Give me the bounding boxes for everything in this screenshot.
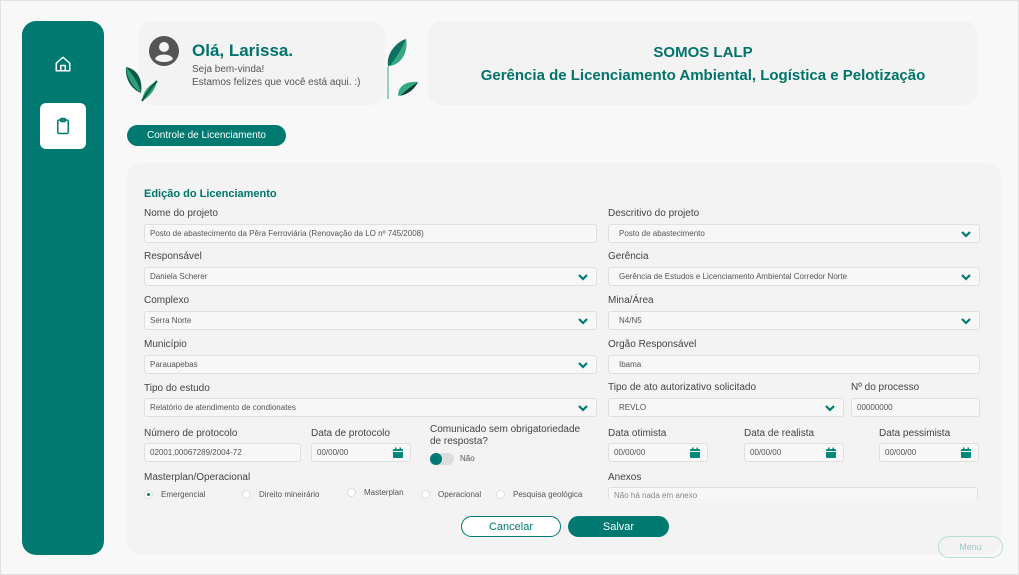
radio-circle bbox=[347, 488, 356, 497]
mina-label: Mina/Área bbox=[608, 295, 654, 306]
tipo-ato-value: REVLO bbox=[619, 403, 647, 412]
nome-projeto-label: Nome do projeto bbox=[144, 208, 218, 219]
calendar-icon[interactable] bbox=[689, 447, 701, 459]
radio-circle bbox=[144, 490, 153, 499]
welcome-line-1: Seja bem-vinda! bbox=[192, 64, 265, 75]
tipo-ato-select[interactable] bbox=[608, 398, 844, 417]
data-realista-input[interactable] bbox=[744, 443, 844, 462]
tipo-estudo-select[interactable] bbox=[144, 398, 597, 417]
data-realista-value: 00/00/00 bbox=[750, 448, 782, 457]
chevron-down-icon bbox=[959, 272, 973, 282]
chevron-down-icon bbox=[959, 229, 973, 239]
protocolo-value: 02001.00067289/2004-72 bbox=[150, 448, 242, 457]
orgao-label: Orgão Responsável bbox=[608, 339, 697, 350]
radio-label: Direito mineirário bbox=[259, 490, 320, 499]
processo-input[interactable] bbox=[851, 398, 980, 417]
radio-pesquisa-geologica[interactable] bbox=[496, 490, 582, 499]
data-otimista-value: 00/00/00 bbox=[614, 448, 646, 457]
processo-label: Nº do processo bbox=[851, 382, 920, 393]
gerencia-label: Gerência bbox=[608, 251, 649, 262]
comunicado-label-line-2: de resposta? bbox=[430, 436, 488, 447]
descritivo-label: Descritivo do projeto bbox=[608, 208, 700, 219]
radio-label: Pesquisa geológica bbox=[513, 490, 583, 499]
responsavel-select[interactable] bbox=[144, 267, 597, 286]
page-title: SOMOS LALP bbox=[653, 44, 753, 61]
welcome-line-2: Estamos felizes que você está aqui. :) bbox=[192, 77, 361, 88]
mina-value: N4/N5 bbox=[619, 316, 642, 325]
data-realista-label: Data de realista bbox=[744, 428, 815, 439]
gerencia-select[interactable] bbox=[608, 267, 980, 286]
data-protocolo-input[interactable] bbox=[311, 443, 411, 462]
radio-circle bbox=[496, 490, 505, 499]
data-protocolo-label: Data de protocolo bbox=[311, 428, 390, 439]
processo-value: 00000000 bbox=[857, 403, 893, 412]
radio-label: Masterplan bbox=[364, 488, 404, 497]
complexo-select[interactable] bbox=[144, 311, 597, 330]
masterplan-label: Masterplan/Operacional bbox=[144, 472, 251, 483]
greeting: Olá, Larissa. bbox=[192, 41, 294, 60]
orgao-input[interactable] bbox=[608, 355, 980, 374]
municipio-select[interactable] bbox=[144, 355, 597, 374]
radio-emergencial[interactable] bbox=[144, 490, 205, 499]
comunicado-label-line-1: Comunicado sem obrigatoriedade bbox=[430, 424, 581, 435]
descritivo-select[interactable] bbox=[608, 224, 980, 243]
radio-circle bbox=[242, 490, 251, 499]
comunicado-toggle-text: Não bbox=[460, 454, 475, 463]
municipio-label: Município bbox=[144, 339, 187, 350]
gerencia-value: Gerência de Estudos e Licenciamento Ambiental Corredor Norte bbox=[619, 272, 848, 281]
protocolo-label: Número de protocolo bbox=[144, 428, 238, 439]
radio-operacional[interactable] bbox=[421, 490, 481, 499]
home-icon bbox=[54, 55, 72, 73]
comunicado-label bbox=[430, 424, 580, 448]
complexo-value: Serra Norte bbox=[150, 316, 192, 325]
nome-projeto-input[interactable] bbox=[144, 224, 597, 243]
radio-label: Emergencial bbox=[161, 490, 206, 499]
calendar-icon[interactable] bbox=[825, 447, 837, 459]
calendar-icon[interactable] bbox=[392, 447, 404, 459]
header-card bbox=[428, 21, 978, 105]
chevron-down-icon bbox=[576, 360, 590, 370]
nome-projeto-value: Posto de abastecimento da Pêra Ferroviária (Renovação da LO nº 745/2008) bbox=[150, 229, 424, 238]
data-pessimista-input[interactable] bbox=[879, 443, 979, 462]
toggle-knob bbox=[430, 453, 442, 465]
data-pessimista-value: 00/00/00 bbox=[885, 448, 917, 457]
chevron-down-icon bbox=[576, 403, 590, 413]
tipo-estudo-value: Relatório de atendimento de condionates bbox=[150, 403, 296, 412]
radio-masterplan[interactable] bbox=[347, 488, 404, 497]
save-button[interactable]: Salvar bbox=[568, 516, 669, 537]
data-otimista-label: Data otimista bbox=[608, 428, 667, 439]
chevron-down-icon bbox=[823, 403, 837, 413]
user-avatar-icon bbox=[149, 36, 179, 66]
chevron-down-icon bbox=[576, 316, 590, 326]
tab-controle-licenciamento[interactable]: Controle de Licenciamento bbox=[127, 125, 286, 146]
page-subtitle: Gerência de Licenciamento Ambiental, Logística e Pelotização bbox=[480, 67, 926, 84]
radio-direito-mineirario[interactable] bbox=[242, 490, 319, 499]
anexos-field[interactable]: Não há nada em anexo bbox=[608, 487, 978, 499]
comunicado-toggle[interactable] bbox=[430, 453, 454, 465]
data-pessimista-label: Data pessimista bbox=[879, 428, 951, 439]
mina-select[interactable] bbox=[608, 311, 980, 330]
responsavel-label: Responsável bbox=[144, 251, 202, 262]
orgao-value: Ibama bbox=[619, 360, 642, 369]
section-title: Edição do Licenciamento bbox=[144, 188, 277, 200]
cancel-button[interactable]: Cancelar bbox=[461, 516, 561, 537]
tipo-ato-label: Tipo de ato autorizativo solicitado bbox=[608, 382, 757, 393]
complexo-label: Complexo bbox=[144, 295, 190, 306]
menu-button[interactable]: Menu bbox=[938, 536, 1003, 558]
descritivo-value: Posto de abastecimento bbox=[619, 229, 705, 238]
chevron-down-icon bbox=[576, 272, 590, 282]
leaf-decoration-icon bbox=[384, 36, 420, 102]
radio-circle bbox=[421, 490, 430, 499]
data-protocolo-value: 00/00/00 bbox=[317, 448, 349, 457]
sidebar-item-home[interactable] bbox=[40, 41, 86, 87]
municipio-value: Parauapebas bbox=[150, 360, 198, 369]
tipo-estudo-label: Tipo do estudo bbox=[144, 383, 210, 394]
sidebar-item-licenciamento[interactable] bbox=[40, 103, 86, 149]
leaf-decoration-icon bbox=[123, 63, 159, 103]
calendar-icon[interactable] bbox=[960, 447, 972, 459]
data-otimista-input[interactable] bbox=[608, 443, 708, 462]
clipboard-icon bbox=[54, 117, 72, 135]
chevron-down-icon bbox=[959, 316, 973, 326]
radio-label: Operacional bbox=[438, 490, 482, 499]
sidebar bbox=[22, 21, 104, 555]
protocolo-input[interactable] bbox=[144, 443, 301, 462]
responsavel-value: Daniela Scherer bbox=[150, 272, 208, 281]
anexos-label: Anexos bbox=[608, 472, 642, 483]
